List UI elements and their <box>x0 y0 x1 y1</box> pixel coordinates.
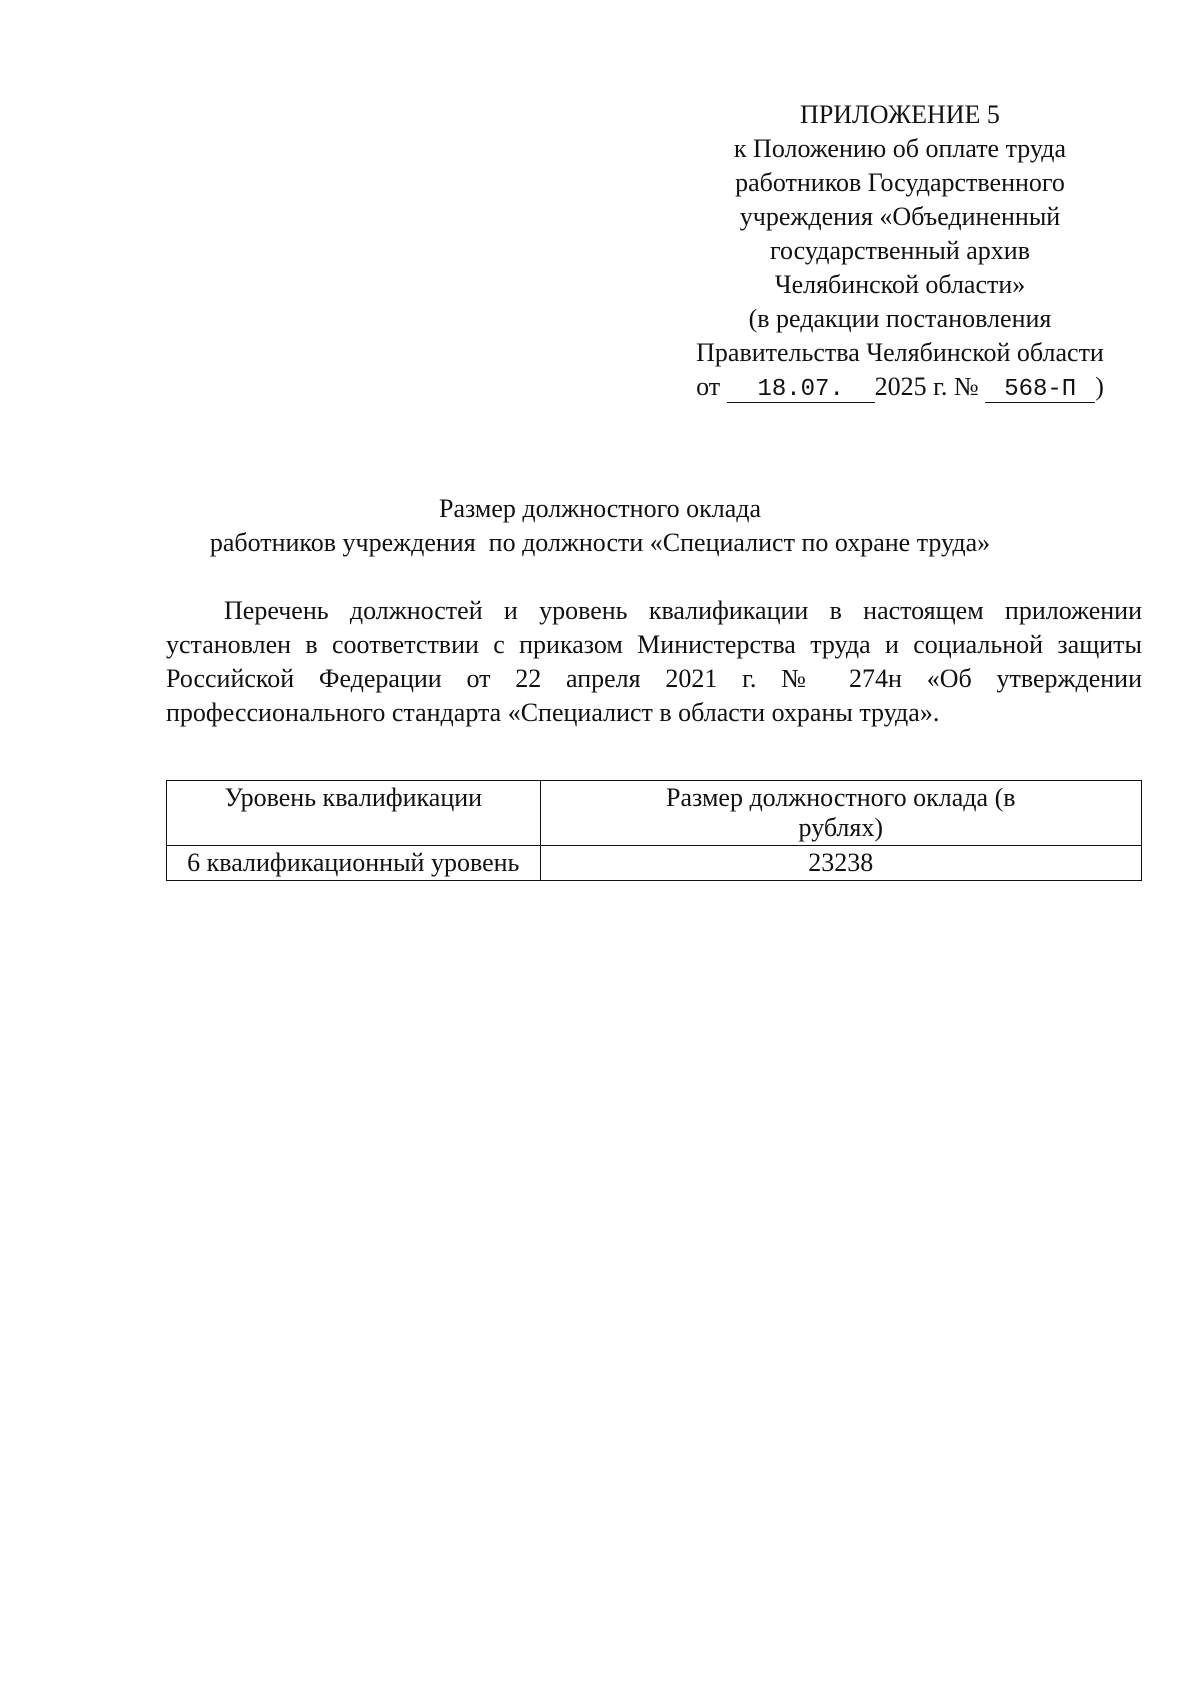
table-row <box>167 846 1142 881</box>
appendix-line: Правительства Челябинской области <box>696 338 1104 367</box>
appendix-title: ПРИЛОЖЕНИЕ 5 <box>800 100 1000 129</box>
body-paragraph: Перечень должностей и уровень квалификации в настоящем приложении установлен в соответствии с приказом Министерства труда и социальной защиты Российской Федерации от 22 апреля 2021 г. № 274н «Об утверждении профессионального стандарта «Специалист в области охраны труда». <box>166 596 1142 727</box>
title-line-2: работников учреждения по должности «Специалист по охране труда» <box>209 528 991 557</box>
document-title <box>160 492 1040 560</box>
decree-date: 18.07. <box>727 378 875 403</box>
appendix-line: государственный архив <box>770 236 1030 265</box>
table-cell: 23238 <box>540 846 1141 881</box>
appendix-line: (в редакции постановления <box>748 304 1052 333</box>
appendix-line: Челябинской области» <box>774 270 1026 299</box>
table-header-row <box>167 781 1142 846</box>
appendix-line: работников Государственного <box>735 168 1065 197</box>
appendix-line: учреждения «Объединенный <box>739 202 1061 231</box>
date-prefix: от <box>696 372 721 401</box>
salary-table <box>166 780 1142 881</box>
title-line-1: Размер должностного оклада <box>438 494 762 523</box>
closing-paren: ) <box>1095 372 1104 401</box>
decree-date-line <box>660 370 1140 404</box>
appendix-header <box>660 98 1140 404</box>
table-header-cell: Размер должностного оклада (в рублях) <box>540 781 1141 846</box>
table-header-cell: Уровень квалификации <box>167 781 541 846</box>
table-cell: 6 квалификационный уровень <box>167 846 541 881</box>
decree-number: 568-П <box>985 378 1095 403</box>
appendix-line: к Положению об оплате труда <box>733 134 1067 163</box>
decree-year: 2025 г. № <box>874 372 979 401</box>
